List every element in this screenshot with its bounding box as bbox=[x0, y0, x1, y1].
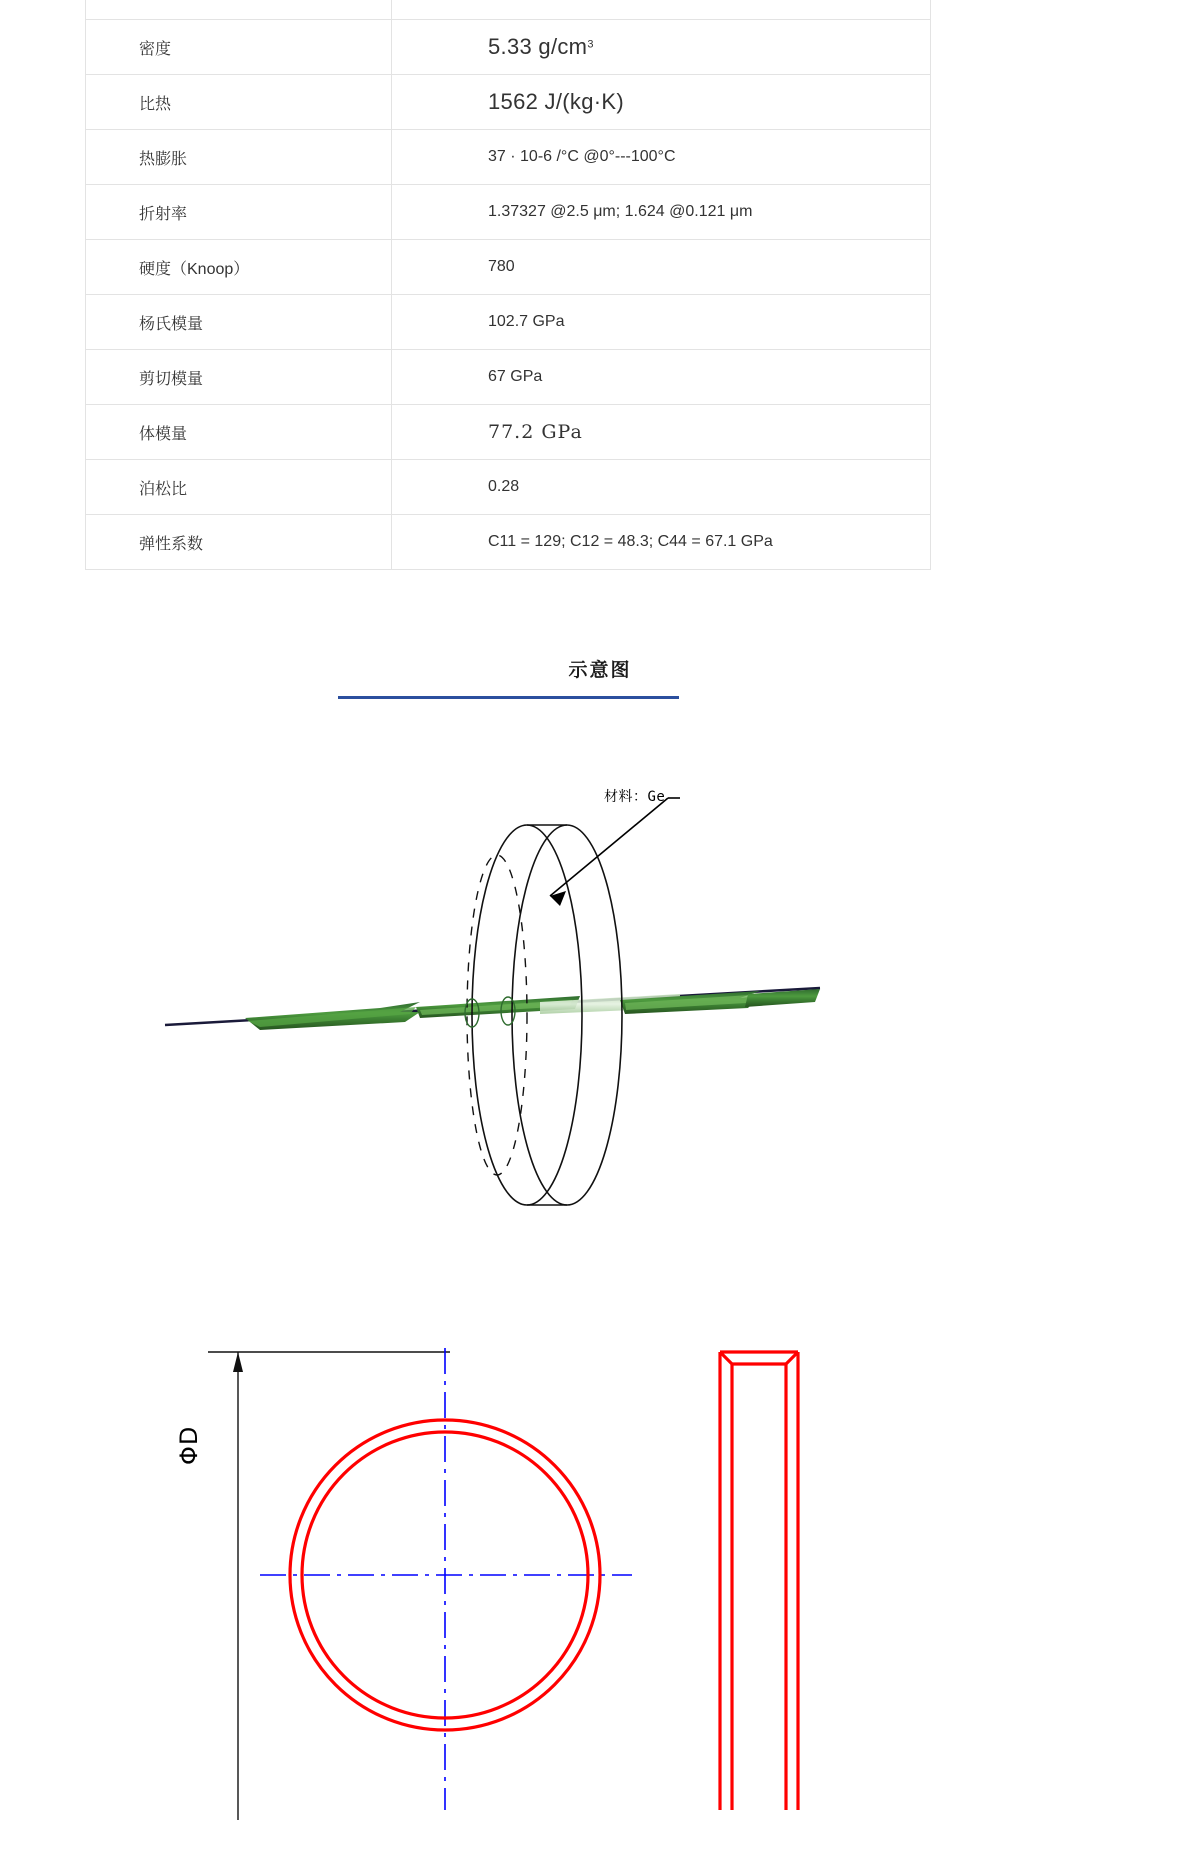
material-callout-label: 材料：Ge bbox=[604, 789, 666, 805]
section-header bbox=[0, 655, 1200, 682]
table-row bbox=[86, 350, 931, 405]
table-row bbox=[86, 185, 931, 240]
section-underline bbox=[338, 696, 679, 699]
table-row bbox=[86, 20, 931, 75]
property-value-text: 5.33 g/cm bbox=[488, 34, 588, 59]
table-row bbox=[86, 460, 931, 515]
property-label: 密度 bbox=[86, 20, 392, 75]
disc-inner-dashed bbox=[467, 855, 527, 1175]
table-row bbox=[86, 240, 931, 295]
property-label: 剪切模量 bbox=[86, 350, 392, 405]
table-row bbox=[86, 75, 931, 130]
property-value: 0.28 bbox=[392, 460, 931, 515]
diameter-dimension-label: ΦD bbox=[175, 1425, 203, 1465]
table-row bbox=[86, 515, 931, 570]
property-label: 硬度（Knoop） bbox=[86, 240, 392, 295]
table-row bbox=[86, 405, 931, 460]
figure-schematic-3d bbox=[120, 760, 1080, 1260]
material-properties-table bbox=[85, 0, 931, 570]
property-value: 67 GPa bbox=[392, 350, 931, 405]
disc-illustration-svg bbox=[120, 760, 1080, 1260]
property-value bbox=[392, 0, 931, 20]
property-label bbox=[86, 0, 392, 20]
property-value-text: 77.2 GPa bbox=[488, 421, 583, 443]
table-row bbox=[86, 0, 931, 20]
property-value: 37 · 10-6 /°C @0°---100°C bbox=[392, 130, 931, 185]
callout-leader bbox=[550, 798, 680, 906]
property-value bbox=[392, 405, 931, 460]
center-lines bbox=[260, 1348, 632, 1810]
property-label: 杨氏模量 bbox=[86, 295, 392, 350]
figure-cad-drawing bbox=[120, 1290, 1080, 1855]
property-label: 泊松比 bbox=[86, 460, 392, 515]
window-disc bbox=[467, 825, 622, 1205]
cad-drawing-svg bbox=[120, 1290, 1080, 1855]
property-label: 比热 bbox=[86, 75, 392, 130]
property-value: 1.37327 @2.5 μm; 1.624 @0.121 μm bbox=[392, 185, 931, 240]
table-row bbox=[86, 295, 931, 350]
property-value bbox=[392, 20, 931, 75]
property-value: 780 bbox=[392, 240, 931, 295]
property-value: C11 = 129; C12 = 48.3; C44 = 67.1 GPa bbox=[392, 515, 931, 570]
property-value-text: 1562 J/(kg·K) bbox=[488, 89, 624, 114]
property-label: 折射率 bbox=[86, 185, 392, 240]
side-view-profile bbox=[720, 1352, 798, 1810]
property-value-exponent: 3 bbox=[587, 38, 594, 51]
section-title: 示意图 bbox=[550, 655, 649, 682]
property-label: 弹性系数 bbox=[86, 515, 392, 570]
table-row bbox=[86, 130, 931, 185]
property-label: 体模量 bbox=[86, 405, 392, 460]
beam-left bbox=[245, 1002, 420, 1030]
property-label: 热膨胀 bbox=[86, 130, 392, 185]
property-value: 102.7 GPa bbox=[392, 295, 931, 350]
property-value bbox=[392, 75, 931, 130]
